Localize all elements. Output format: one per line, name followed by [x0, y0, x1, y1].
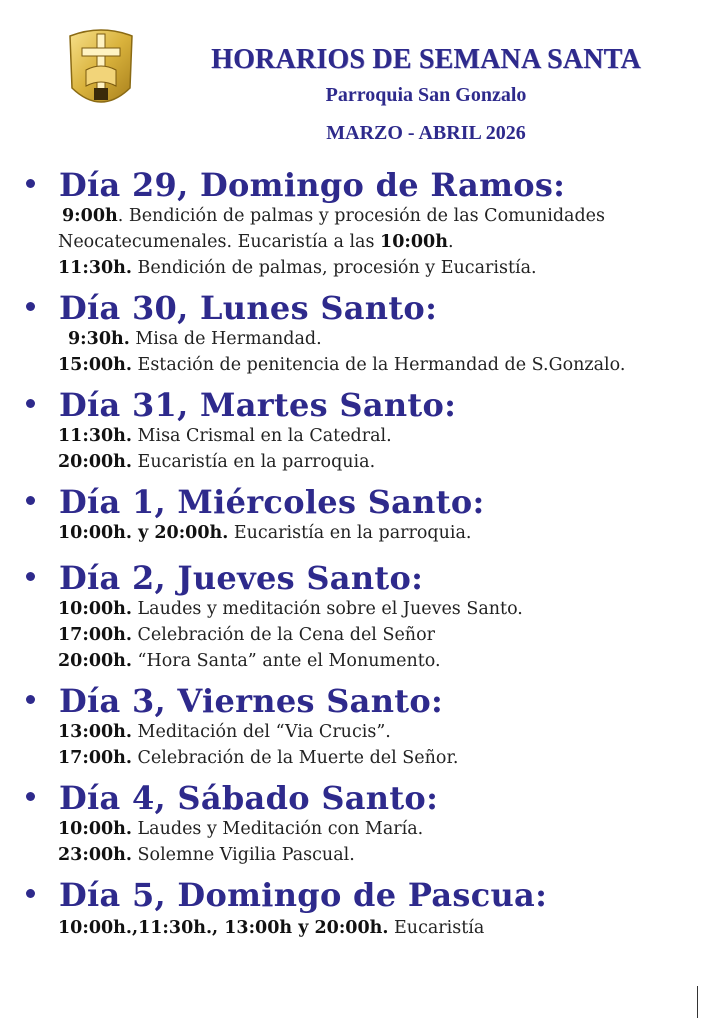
- day-heading: Día 31, Martes Santo:: [26, 386, 456, 426]
- schedule-line: 20:00h. Eucaristía en la parroquia.: [58, 452, 376, 472]
- bullet-icon: [26, 302, 35, 311]
- bullet-icon: [26, 399, 35, 408]
- schedule-line: 10:00h. Laudes y meditación sobre el Jueves Santo.: [58, 599, 523, 619]
- bullet-icon: [26, 889, 35, 898]
- schedule-line: 23:00h. Solemne Vigilia Pascual.: [58, 845, 355, 865]
- schedule-line: 11:30h. Misa Crismal en la Catedral.: [58, 426, 392, 446]
- day-heading: Día 29, Domingo de Ramos:: [26, 166, 565, 206]
- date-range: MARZO - ABRIL 2026: [326, 122, 526, 144]
- schedule-line: 10:00h. Laudes y Meditación con María.: [58, 819, 424, 839]
- page-title: HORARIOS DE SEMANA SANTA: [211, 44, 641, 75]
- bullet-icon: [26, 179, 35, 188]
- schedule-line: 11:30h. Bendición de palmas, procesión y Eucaristía.: [58, 258, 537, 278]
- bullet-icon: [26, 695, 35, 704]
- schedule-line: 13:00h. Meditación del “Via Crucis”.: [58, 722, 391, 742]
- schedule-line: 9:30h. Misa de Hermandad.: [68, 329, 322, 349]
- day-heading: Día 4, Sábado Santo:: [26, 779, 438, 819]
- schedule-line: 17:00h. Celebración de la Cena del Señor: [58, 625, 435, 645]
- bullet-icon: [26, 792, 35, 801]
- schedule-line: 20:00h. “Hora Santa” ante el Monumento.: [58, 651, 441, 671]
- bullet-icon: [26, 572, 35, 581]
- schedule-line: 17:00h. Celebración de la Muerte del Señor.: [58, 748, 459, 768]
- schedule-line: 10:00h.,11:30h., 13:00h y 20:00h. Eucaristía: [58, 918, 485, 938]
- day-heading: Día 2, Jueves Santo:: [26, 559, 423, 599]
- parish-name: Parroquia San Gonzalo: [325, 84, 527, 106]
- day-heading: Día 30, Lunes Santo:: [26, 289, 437, 329]
- schedule-line: 15:00h. Estación de penitencia de la Hermandad de S.Gonzalo.: [58, 355, 626, 375]
- edge-mark: [697, 986, 698, 1018]
- day-heading: Día 1, Miércoles Santo:: [26, 483, 485, 523]
- schedule-line: 10:00h. y 20:00h. Eucaristía en la parroquia.: [58, 523, 472, 543]
- schedule-line: Neocatecumenales. Eucaristía a las 10:00h.: [58, 232, 454, 252]
- day-heading: Día 5, Domingo de Pascua:: [26, 876, 547, 916]
- bullet-icon: [26, 496, 35, 505]
- schedule-line: 9:00h. Bendición de palmas y procesión de las Comunidades: [62, 206, 606, 226]
- day-heading: Día 3, Viernes Santo:: [26, 682, 443, 722]
- parish-logo: [64, 26, 138, 110]
